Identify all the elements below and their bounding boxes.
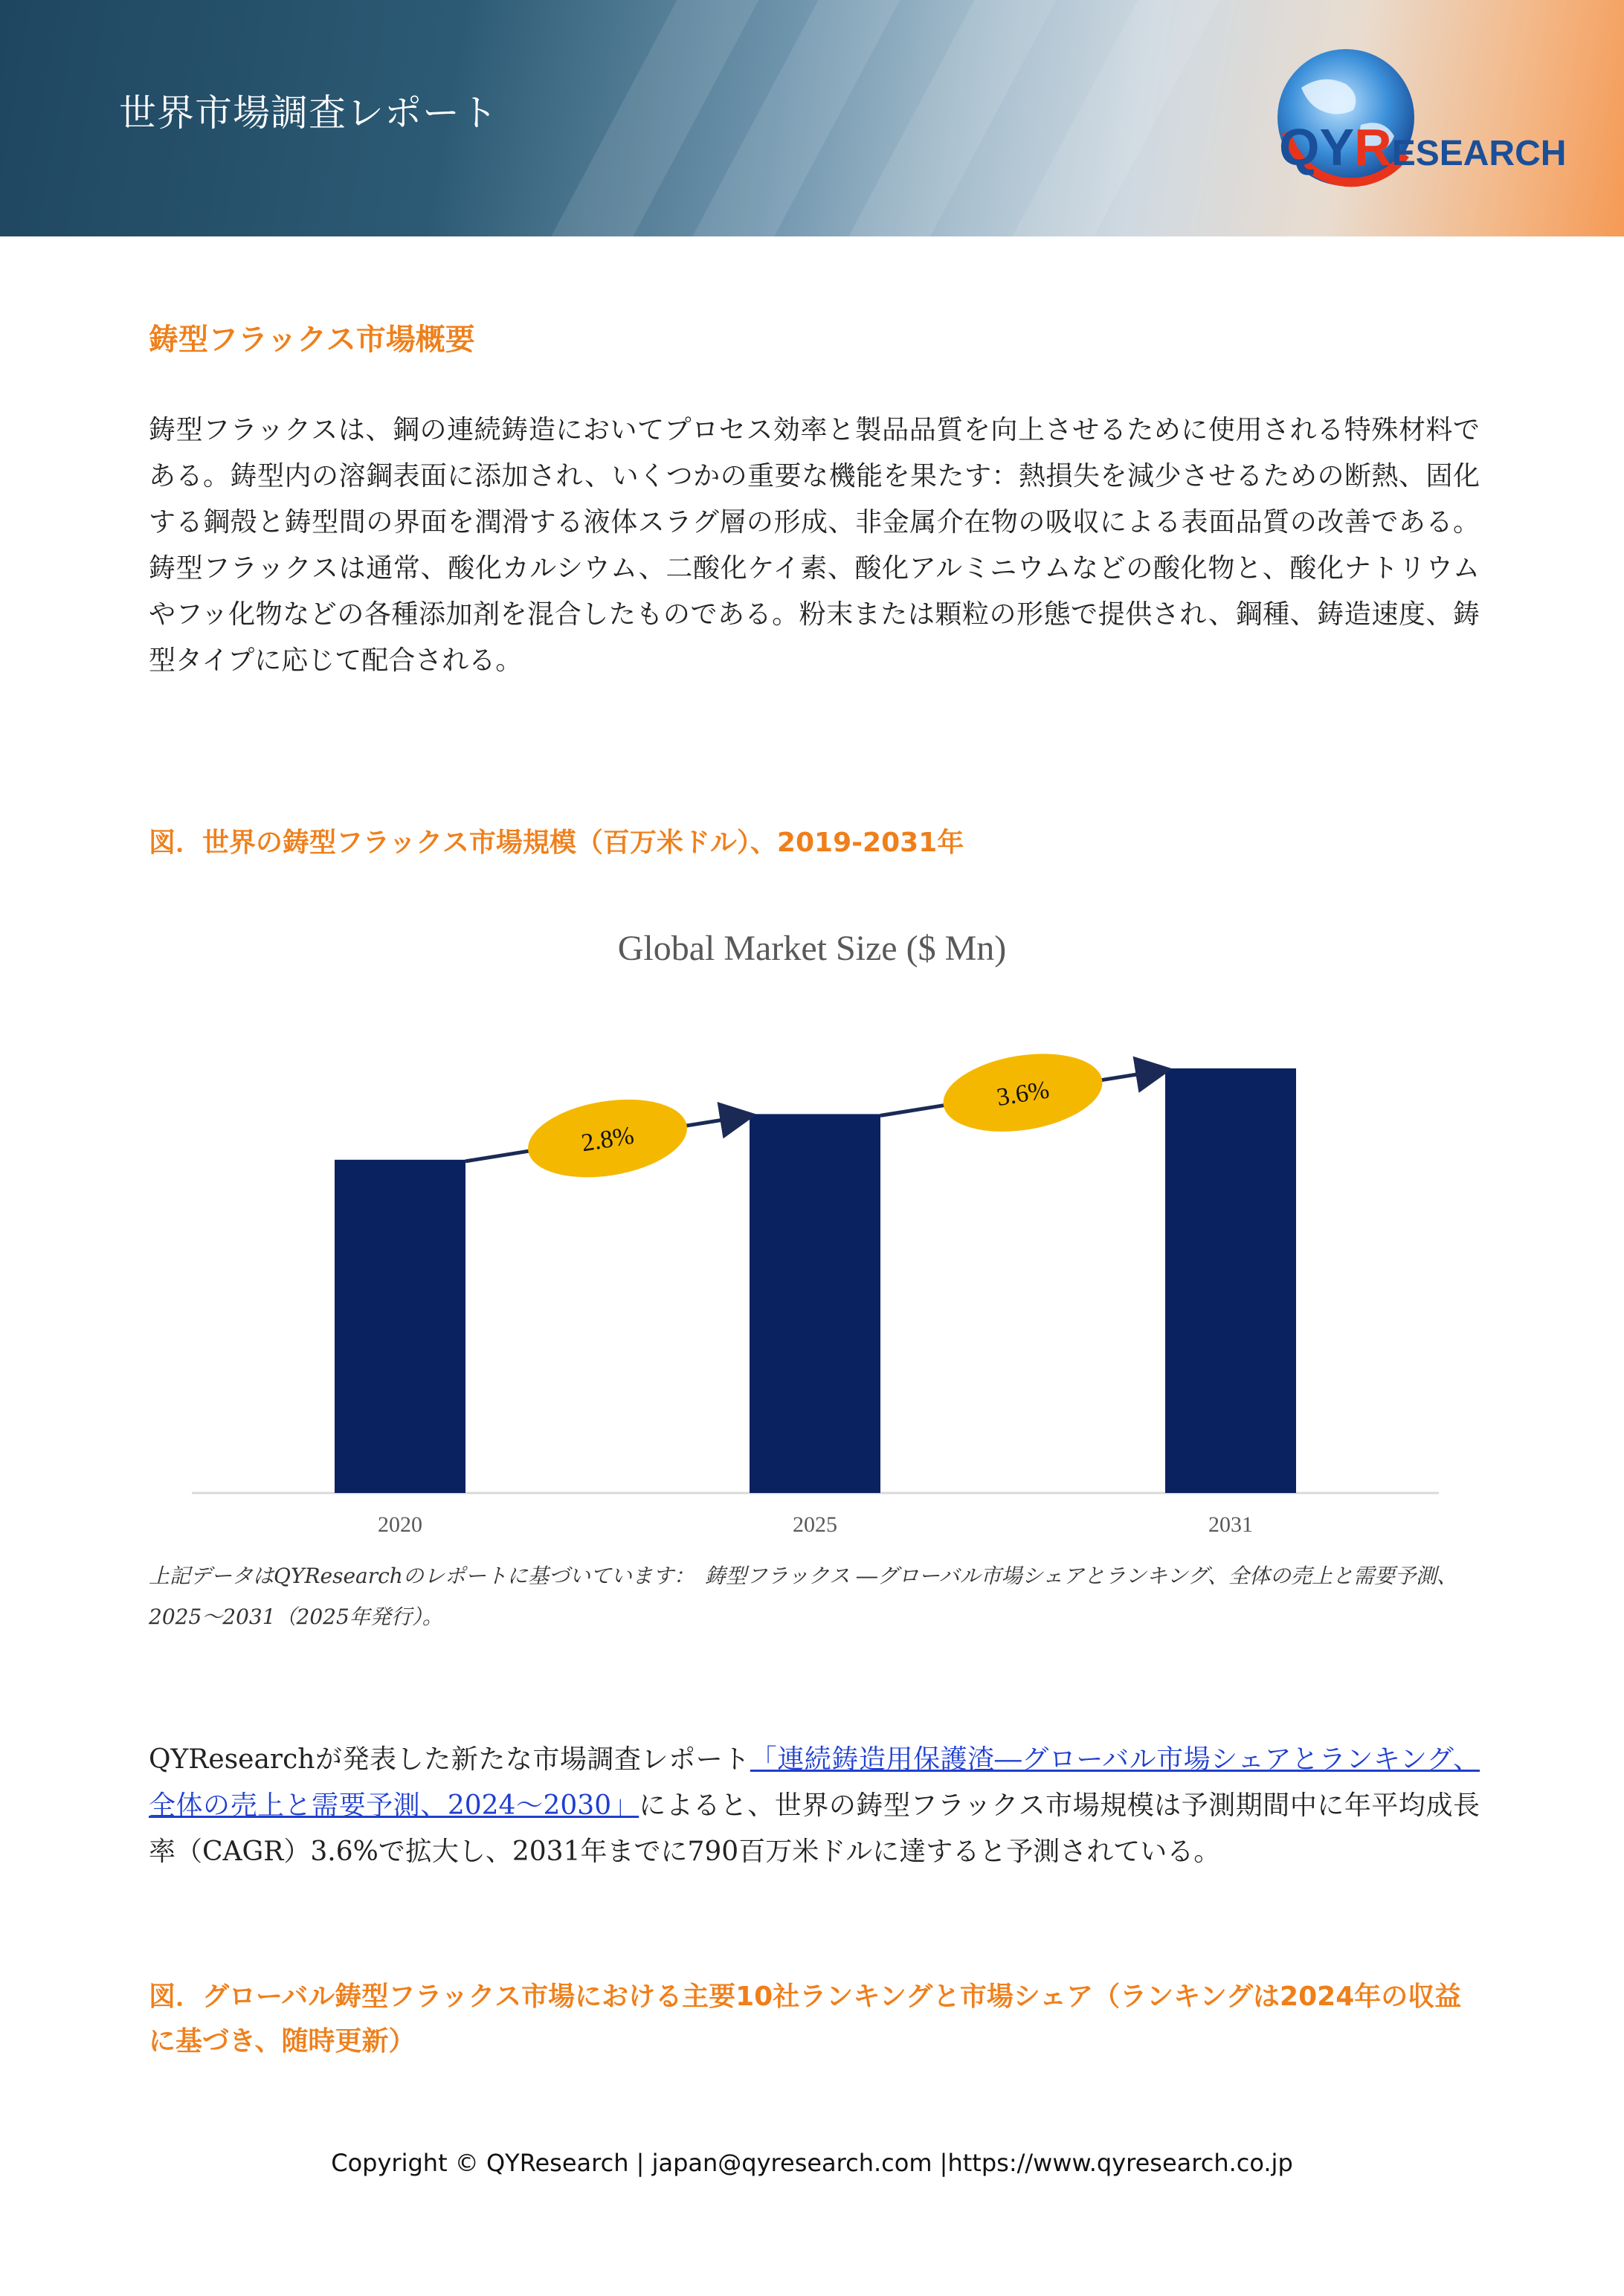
report-suffix: によると、世界の鋳型フラックス市場規模は予測期間中に年平均成長率（CAGR）3.6%で拡大し、2031年までに790百万米ドルに達すると予測されている。	[149, 1790, 1480, 1867]
footer-copyright: Copyright © QYResearch | japan@qyresearch.com |https://www.qyresearch.co.jp	[331, 2149, 1293, 2177]
bar-2031	[1165, 1068, 1296, 1493]
header-banner	[0, 0, 1624, 236]
market-size-chart	[0, 907, 1624, 1561]
x-tick-2031: 2031	[1208, 1512, 1253, 1537]
overview-heading: 鋳型フラックス市場概要	[149, 323, 475, 357]
growth-label-1: 2.8%	[579, 1121, 637, 1158]
chart-title: Global Market Size ($ Mn)	[617, 929, 1007, 968]
figure1-caption: 図．世界の鋳型フラックス市場規模（百万米ドル）、2019-2031年	[149, 828, 964, 858]
bar-2020	[335, 1160, 465, 1493]
logo-wordmark: QYRESEARCH	[1279, 118, 1567, 176]
overview-paragraph: 鋳型フラックスは、鋼の連続鋳造においてプロセス効率と製品品質を向上させるために使用される特殊材料である。鋳型内の溶鋼表面に添加され、いくつかの重要な機能を果たす：熱損失を減少させるための断熱、固化する鋼殻と鋳型間の界面を潤滑する液体スラグ層の形成、非金属介在物の吸収による表面品質の改善である。鋳型フラックスは通常、酸化カルシウム、二酸化ケイ素、酸化アルミニウムなどの酸化物と、酸化ナトリウムやフッ化物などの各種添加剤を混合したものである。粉末または顆粒の形態で提供され、鋼種、鋳造速度、鋳型タイプに応じて配合される。	[149, 415, 1480, 676]
header-title: 世界市場調査レポート	[119, 91, 498, 135]
source-note: 上記データはQYResearchのレポートに基づいています： 鋳型フラックス ―グローバル市場シェアとランキング、全体の売上と需要予測、2025～2031（2025年発行）。	[149, 1564, 1457, 1629]
growth-label-2: 3.6%	[994, 1076, 1051, 1112]
figure2-caption: 図．グローバル鋳型フラックス市場における主要10社ランキングと市場シェア（ランキングは2024年の収益に基づき、随時更新）	[149, 1981, 1462, 2057]
bar-2025	[750, 1114, 880, 1493]
report-paragraph	[149, 1737, 1480, 1875]
x-tick-2025: 2025	[793, 1512, 837, 1537]
report-prefix: QYResearchが発表した新たな市場調査レポート	[149, 1744, 750, 1775]
report-link[interactable]: 「連続鋳造用保護渣―グローバル市場シェアとランキング、全体の売上と需要予測、2024～2030」	[149, 1744, 1480, 1821]
x-tick-2020: 2020	[378, 1512, 422, 1537]
